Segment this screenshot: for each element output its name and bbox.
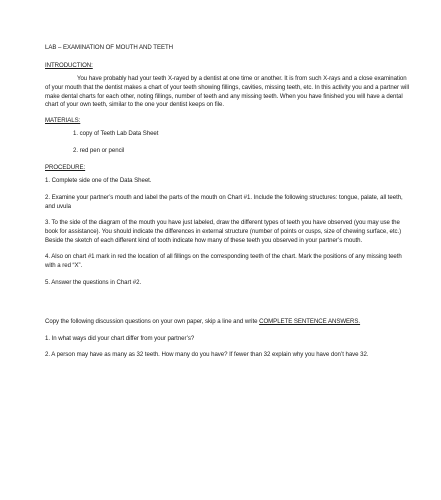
discussion-question: 1. In what ways did your chart differ from your partner’s? [45,334,195,342]
materials-list [45,130,411,155]
procedure-step: 5. Answer the questions in Chart #2. [45,278,142,286]
introduction-heading: INTRODUCTION: [45,61,93,69]
section-spacer [45,295,411,318]
procedure-step: 3. To the side of the diagram of the mouth you have just labeled, draw the different types of teeth you have observed (you may use the book for assistance). You should indicate the differences in external structure (number of points or cusps, size of chewing surface, etc.) Beside the sketch of each different kind of tooth indicate how many of these teeth you observed in your partner’s mouth. [45,219,402,244]
procedure-heading: PROCEDURE: [45,163,86,171]
complete-sentence-answers: COMPLETE SENTENCE ANSWERS. [259,318,361,326]
procedure-step: 4. Also on chart #1 mark in red the location of all fillings on the corresponding teeth of the chart. Mark the positions of any missing teeth with a red “X”. [45,253,402,269]
discussion-instructions-text: Copy the following discussion questions on your own paper, skip a line and write [45,318,260,326]
procedure-step: 2. Examine your partner’s mouth and label the parts of the mouth on Chart #1. Include the following structures: tongue, palate, all teeth, and uvula [45,194,403,210]
procedure-step: 1. Complete side one of the Data Sheet. [45,177,152,185]
document-title: LAB – EXAMINATION OF MOUTH AND TEETH [45,44,173,51]
materials-heading: MATERIALS: [45,116,81,124]
materials-item: 1. copy of Teeth Lab Data Sheet [73,130,159,138]
materials-item: 2. red pen or pencil [73,147,125,155]
introduction-text: You have probably had your teeth X-rayed by a dentist at one time or another. It is from such X-rays and a close examination of your mouth that the dentist makes a chart of your teeth showing fillings, cavities, missing teeth, etc. In this activity you and a partner will make dental charts for each other, noting fillings, number of teeth and any missing teeth. When you have finished you will have a dental chart of your own teeth, similar to the one your dentist keeps on file. [45,75,409,109]
discussion-instructions [45,318,411,327]
discussion-question: 2. A person may have as many as 32 teeth. How many do you have? If fewer than 32 explain why you have don’t have 32. [45,351,369,359]
